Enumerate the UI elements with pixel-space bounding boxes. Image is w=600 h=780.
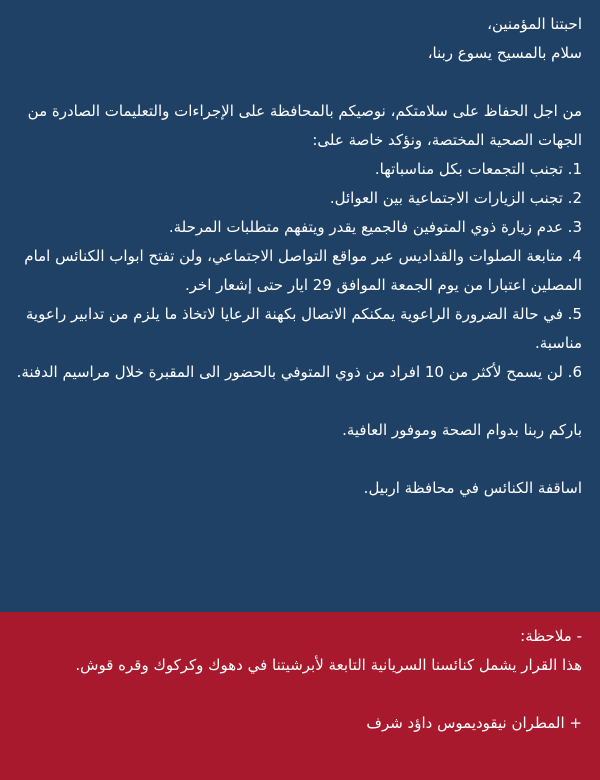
blessing: باركم ربنا بدوام الصحة وموفور العافية. bbox=[342, 421, 582, 439]
list-item: 1. تجنب التجمعات بكل مناسباتها. bbox=[374, 160, 582, 178]
spacer bbox=[14, 445, 582, 474]
letter-signature: اساقفة الكنائس في محافظة اربيل. bbox=[363, 479, 582, 497]
intro-paragraph: من اجل الحفاظ على سلامتكم، نوصيكم بالمحافظة على الإجراءات والتعليمات الصادرة من الجهات الصحية المختصة، ونؤكد خاصة على: bbox=[27, 102, 582, 149]
note-panel bbox=[0, 612, 600, 780]
note-signature: + المطران نيقوديموس داؤد شرف bbox=[366, 714, 582, 732]
salutation: سلام بالمسيح يسوع ربنا، bbox=[427, 44, 582, 62]
spacer bbox=[14, 680, 582, 709]
list-item: 2. تجنب الزيارات الاجتماعية بين العوائل. bbox=[329, 189, 582, 207]
instructions-list bbox=[14, 155, 582, 387]
spacer bbox=[14, 68, 582, 97]
list-item: 3. عدم زيارة ذوي المتوفين فالجميع يقدر ويتفهم متطلبات المرحلة. bbox=[168, 218, 582, 236]
list-item: 5. في حالة الضرورة الراعوية يمكنكم الاتصال بكهنة الرعايا لاتخاذ ما يلزم من تدابير راعوية مناسبة. bbox=[25, 305, 582, 352]
list-item: 6. لن يسمح لأكثر من 10 افراد من ذوي المتوفي بالحضور الى المقبرة خلال مراسيم الدفنة. bbox=[16, 363, 582, 381]
list-item: 4. متابعة الصلوات والقداديس عبر مواقع التواصل الاجتماعي، ولن تفتح ابواب الكنائس امام المصلين اعتبارا من يوم الجمعة الموافق 29 ايار حتى إشعار اخر. bbox=[24, 247, 582, 294]
note-heading: - ملاحظة: bbox=[520, 627, 582, 645]
spacer bbox=[14, 387, 582, 416]
greeting: احبتنا المؤمنين، bbox=[487, 15, 582, 33]
note-body: هذا القرار يشمل كنائسنا السريانية التابعة لأبرشيتنا في دهوك وكركوك وقره قوش. bbox=[75, 656, 582, 674]
